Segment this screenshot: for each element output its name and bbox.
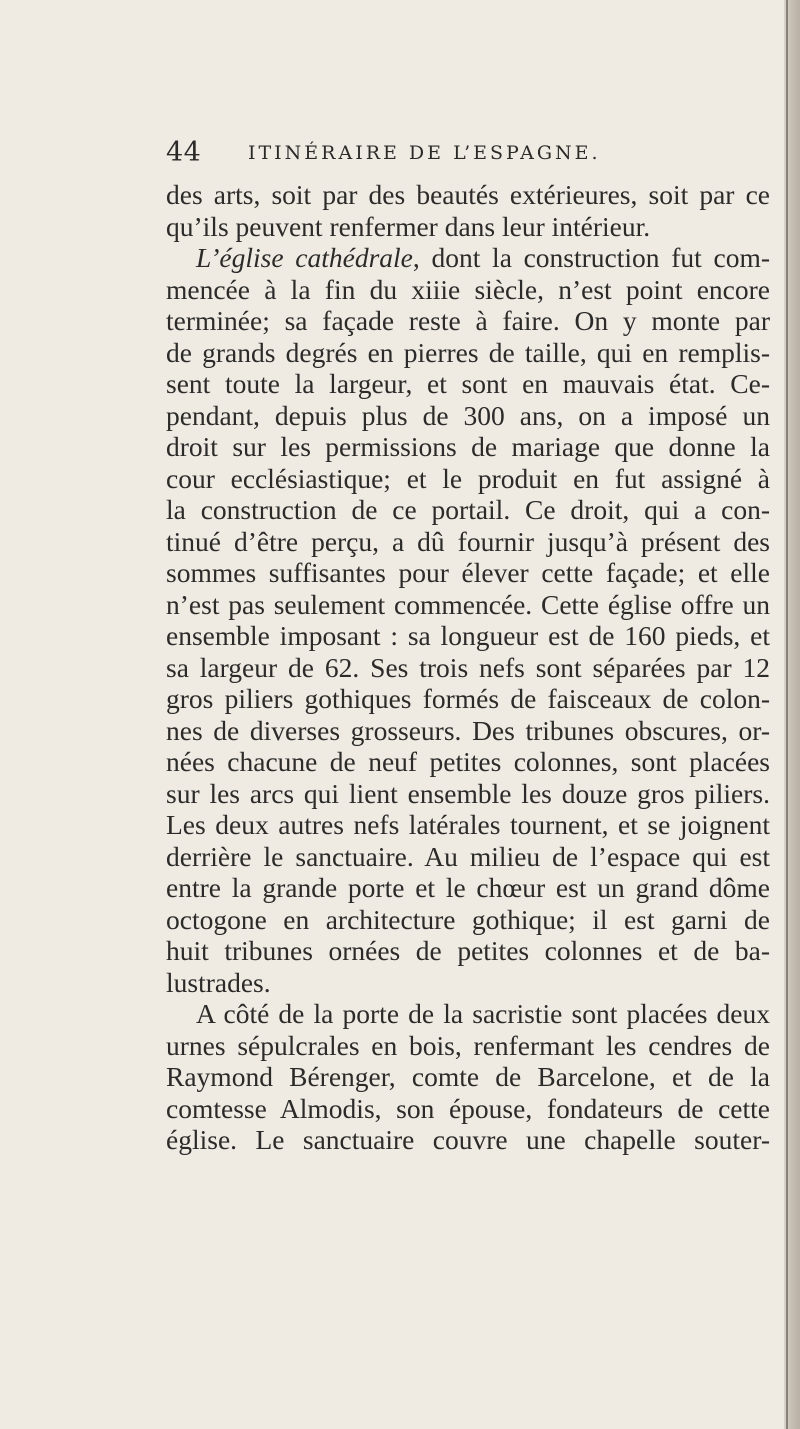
text-line: ensemble imposant : sa longueur est de 160 pieds, et <box>166 620 770 651</box>
text-line: cour ecclésiastique; et le produit en fut assigné à <box>166 462 770 494</box>
text-line: tinué d’être perçu, a dû fournir jusqu’à présent des <box>166 525 770 557</box>
text-line: derrière le sanctuaire. Au milieu de l’espace qui est <box>166 840 770 872</box>
text-line: qu’ils peuvent renfermer dans leur intérieur. <box>166 210 651 242</box>
page-header <box>166 138 786 176</box>
page-number: 44 <box>166 137 202 168</box>
text-line: terminée; sa façade reste à faire. On y monte par <box>166 305 770 336</box>
text-line: sur les arcs qui lient ensemble les douze gros piliers. <box>166 777 770 809</box>
text-line: entre la grande porte et le chœur est un grand dôme <box>166 872 770 903</box>
text-line: nes de diverses grosseurs. Des tribunes obscures, or- <box>166 714 770 746</box>
text-line-italic-start: L’église cathédrale, dont la construction fut com- <box>196 242 770 273</box>
text-line: sa largeur de 62. Ses trois nefs sont séparées par 12 <box>166 651 770 683</box>
running-head: ITINÉRAIRE DE L’ESPAGNE. <box>248 142 601 164</box>
text-line: église. Le sanctuaire couvre une chapelle souter- <box>166 1124 770 1155</box>
text-line: de grands degrés en pierres de taille, qui en remplis- <box>166 336 770 368</box>
text-line: mencée à la fin du xiiie siècle, n’est point encore <box>166 273 770 305</box>
text-line: octogone en architecture gothique; il est garni de <box>166 903 770 935</box>
text-line: n’est pas seulement commencée. Cette église offre un <box>166 588 770 620</box>
text-line: A côté de la porte de la sacristie sont placées deux <box>196 998 770 1029</box>
text-line: gros piliers gothiques formés de faisceaux de colon- <box>166 683 770 714</box>
text-line: comtesse Almodis, son épouse, fondateurs de cette <box>166 1092 770 1124</box>
text-line: nées chacune de neuf petites colonnes, sont placées <box>166 746 770 777</box>
body-text <box>166 179 770 1156</box>
page-edge-line <box>786 0 788 1429</box>
text-line: droit sur les permissions de mariage que donne la <box>166 431 770 462</box>
text-line: pendant, depuis plus de 300 ans, on a imposé un <box>166 399 770 431</box>
text-line: sommes suffisantes pour élever cette façade; et elle <box>166 557 770 588</box>
text-line: sent toute la largeur, et sont en mauvais état. Ce- <box>166 368 770 399</box>
text-line: lustrades. <box>166 966 271 998</box>
text-line: huit tribunes ornées de petites colonnes et de ba- <box>166 935 770 966</box>
text-line: des arts, soit par des beautés extérieures, soit par ce <box>166 179 770 210</box>
italic-heading: L’église cathédrale <box>196 242 413 273</box>
text-line: Raymond Bérenger, comte de Barcelone, et de la <box>166 1061 770 1092</box>
text-line: urnes sépulcrales en bois, renfermant les cendres de <box>166 1029 770 1061</box>
text-line: Les deux autres nefs latérales tournent, et se joignent <box>166 809 770 840</box>
text-line: la construction de ce portail. Ce droit, qui a con- <box>166 494 770 525</box>
